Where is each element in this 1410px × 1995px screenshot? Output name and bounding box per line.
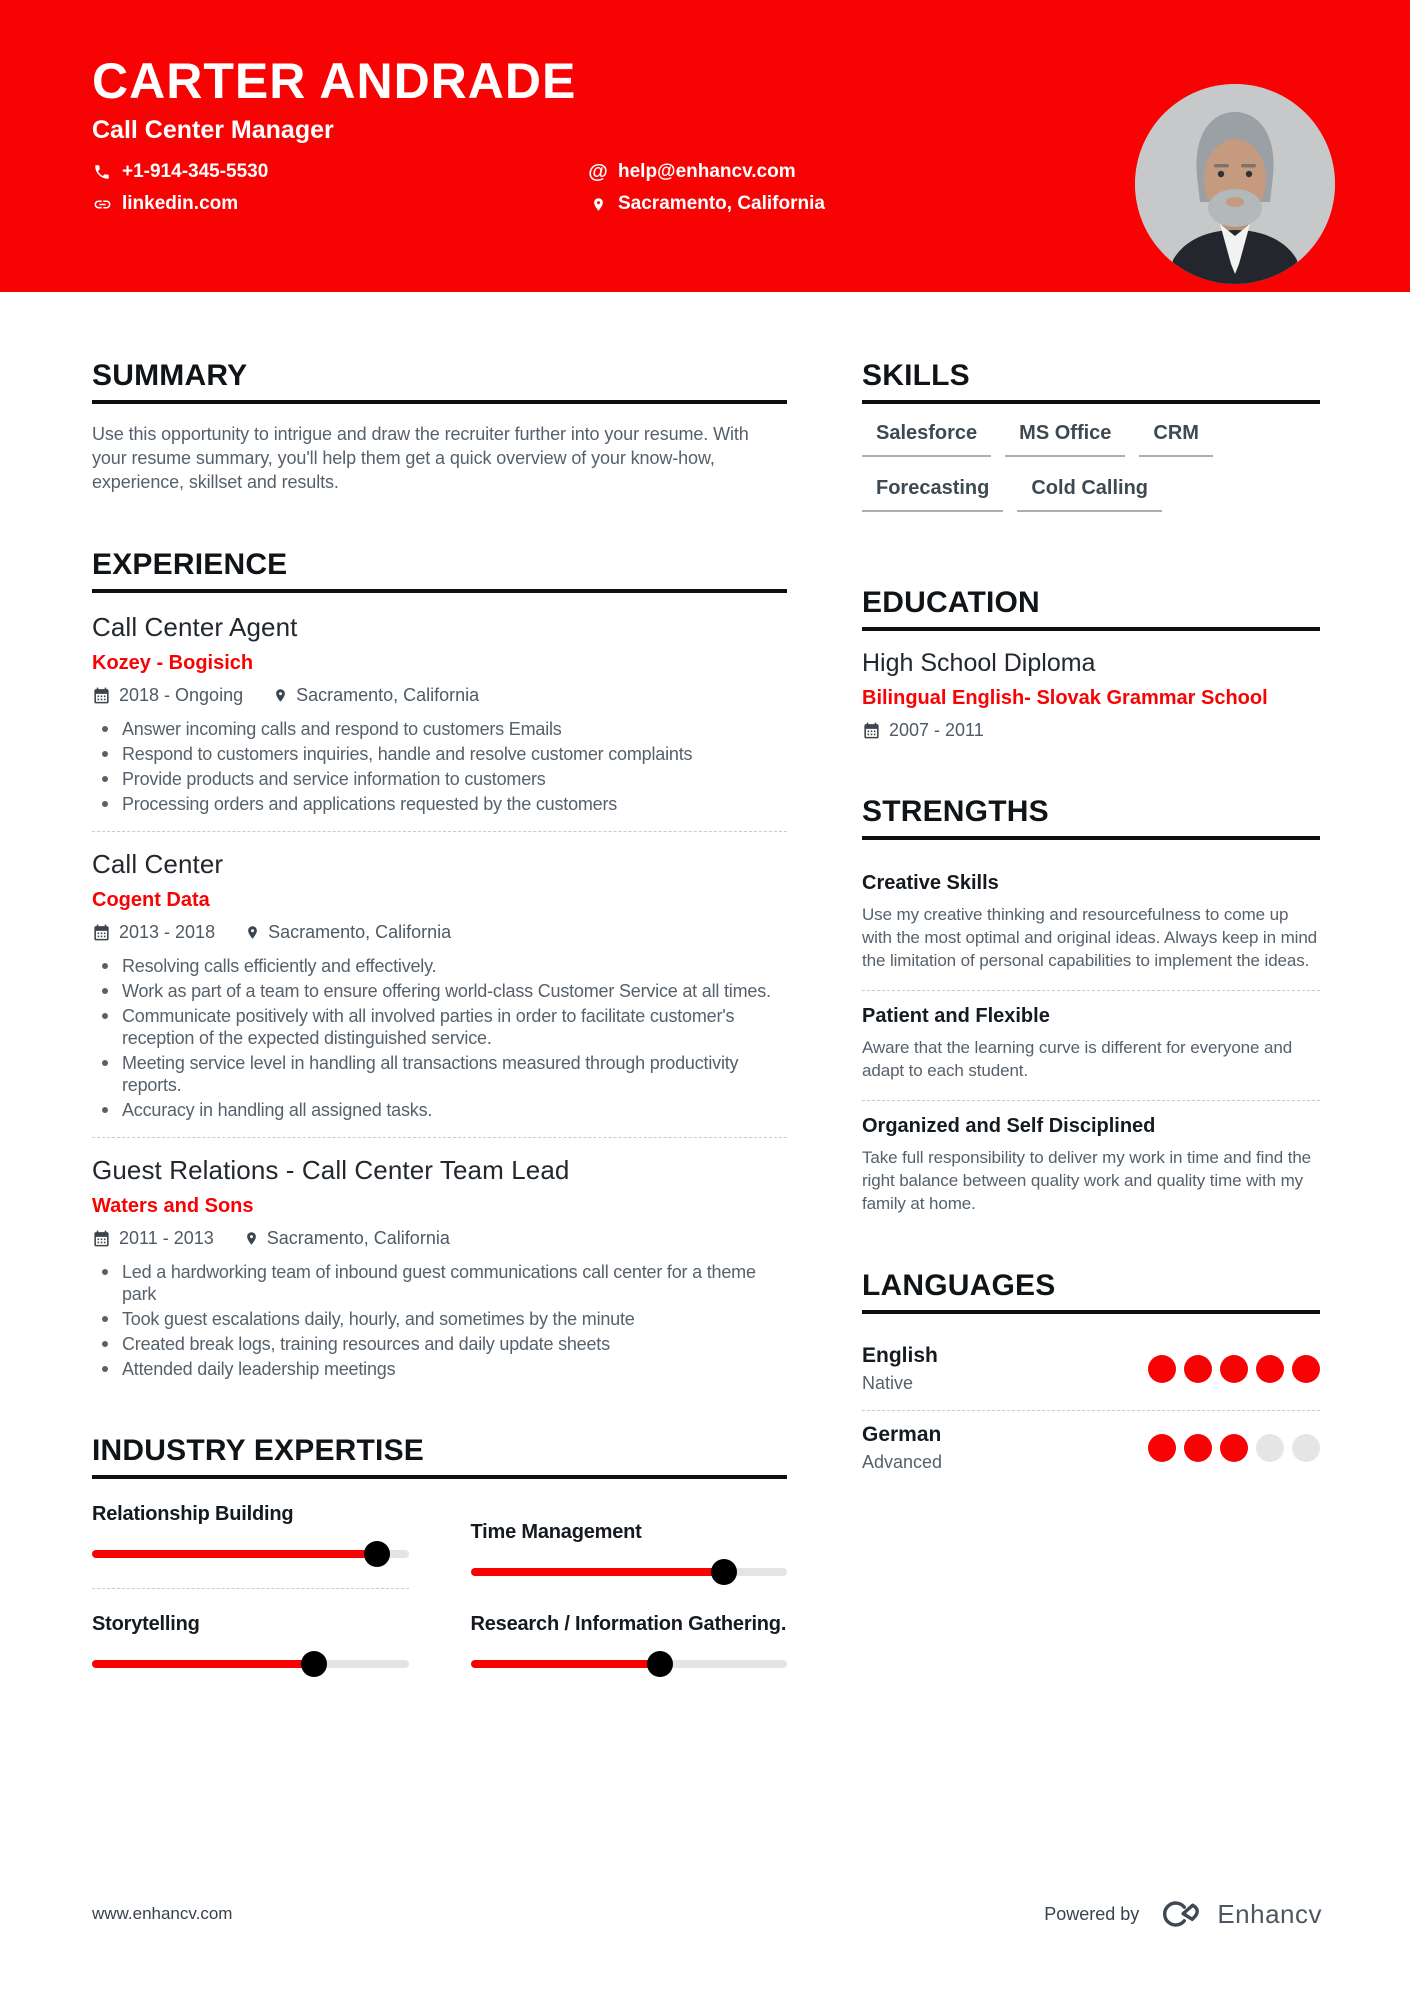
enhancv-brand[interactable] (1157, 1898, 1322, 1930)
job-location-text: Sacramento, California (296, 684, 480, 705)
education-school: Bilingual English- Slovak Grammar School (862, 686, 1268, 709)
expertise-slider[interactable] (471, 1660, 788, 1668)
language-level: Advanced (862, 1451, 943, 1472)
education-section (862, 588, 1320, 741)
enhancv-logo-icon (1157, 1898, 1207, 1930)
job-bullet: Accuracy in handling all assigned tasks. (92, 1099, 787, 1121)
skill-tag: Salesforce (862, 422, 991, 457)
enhancv-brand-name: Enhancv (1217, 1898, 1322, 1929)
job-bullets (92, 955, 787, 1121)
job-entry (92, 1154, 787, 1380)
level-dot-empty (1256, 1434, 1284, 1462)
job-bullet: Led a hardworking team of inbound guest communications call center for a theme park (92, 1261, 787, 1305)
strength-title: Creative Skills (862, 871, 999, 894)
level-dot-filled (1256, 1355, 1284, 1383)
job-location (245, 922, 451, 943)
strength-text: Aware that the learning curve is different for everyone and adapt to each student. (862, 1037, 1293, 1080)
language-row (862, 1332, 1320, 1411)
slider-fill (92, 1550, 377, 1558)
job-bullet: Answer incoming calls and respond to customers Emails (92, 718, 787, 740)
strengths-heading: STRENGTHS (862, 797, 1320, 840)
language-level: Native (862, 1372, 914, 1393)
strength-list (862, 858, 1320, 1215)
slider-knob[interactable] (301, 1651, 327, 1677)
industry-expertise-heading: INDUSTRY EXPERTISE (92, 1436, 787, 1479)
expertise-label: Storytelling (92, 1612, 200, 1635)
calendar-icon (862, 721, 881, 740)
job-dates (92, 922, 215, 943)
job-meta (92, 922, 787, 943)
job-meta (92, 1228, 787, 1249)
person-job-title: Call Center Manager (92, 116, 334, 144)
job-dates-text: 2013 - 2018 (119, 921, 216, 942)
job-bullet: Provide products and service information to customers (92, 768, 787, 790)
education-dates-text: 2007 - 2011 (889, 719, 984, 740)
linkedin-contact[interactable] (92, 193, 588, 215)
person-name: CARTER ANDRADE (92, 53, 577, 109)
slider-knob[interactable] (364, 1541, 390, 1567)
link-icon (92, 195, 112, 214)
skill-tag: Cold Calling (1017, 477, 1162, 512)
job-bullet: Communicate positively with all involved parties in order to facilitate customer's reception of the expected distinguished service. (92, 1005, 787, 1049)
languages-heading: LANGUAGES (862, 1271, 1320, 1314)
at-icon: @ (588, 161, 608, 183)
language-name: German (862, 1422, 942, 1446)
header-band (0, 0, 1410, 292)
left-column (92, 361, 787, 1668)
job-entry (92, 611, 787, 832)
slider-knob[interactable] (647, 1651, 673, 1677)
job-meta (92, 685, 787, 706)
job-bullet: Work as part of a team to ensure offering world-class Customer Service at all times. (92, 980, 787, 1002)
main-content (0, 292, 1410, 1668)
job-company: Waters and Sons (92, 1194, 254, 1217)
slider-fill (471, 1568, 724, 1576)
job-list (92, 611, 787, 1380)
summary-heading: SUMMARY (92, 361, 787, 404)
strength-title: Patient and Flexible (862, 1004, 1050, 1027)
location-pin-icon (244, 1229, 259, 1248)
job-bullet: Respond to customers inquiries, handle and resolve customer complaints (92, 743, 787, 765)
expertise-slider[interactable] (92, 1550, 409, 1558)
portrait-illustration (1135, 84, 1335, 284)
level-dot-filled (1220, 1434, 1248, 1462)
level-dot-filled (1220, 1355, 1248, 1383)
slider-fill (471, 1660, 661, 1668)
job-company: Cogent Data (92, 888, 210, 911)
right-column (862, 361, 1320, 1489)
footer-site-url[interactable]: www.enhancv.com (92, 1904, 233, 1923)
education-dates (862, 720, 1320, 741)
strengths-section (862, 794, 1320, 1215)
expertise-label: Research / Information Gathering. (470, 1612, 787, 1635)
industry-expertise-section (92, 1433, 787, 1668)
expertise-item (471, 1497, 788, 1589)
location-contact (588, 193, 825, 215)
skill-tag: CRM (1139, 422, 1213, 457)
job-dates-text: 2011 - 2013 (119, 1227, 214, 1248)
expertise-slider[interactable] (92, 1660, 409, 1668)
footer-branding (1044, 1898, 1322, 1930)
email-contact[interactable] (588, 161, 796, 183)
language-row (862, 1411, 1320, 1489)
experience-heading: EXPERIENCE (92, 550, 787, 593)
skill-tag-list (862, 422, 1320, 532)
level-dot-filled (1184, 1434, 1212, 1462)
expertise-item (471, 1589, 788, 1668)
skill-tag: MS Office (1005, 422, 1125, 457)
job-bullets (92, 1261, 787, 1380)
strength-text: Use my creative thinking and resourcefulness to come up with the most optimal and original ideas. Always keep in mind the limitation of personal capabilities to implement the ideas. (862, 904, 1318, 970)
expertise-label: Time Management (470, 1520, 642, 1543)
job-location-text: Sacramento, California (266, 1227, 450, 1248)
job-bullet: Took guest escalations daily, hourly, and sometimes by the minute (92, 1308, 787, 1330)
language-list (862, 1332, 1320, 1489)
language-info (862, 1344, 938, 1394)
language-name: English (862, 1343, 938, 1367)
job-bullet: Resolving calls efficiently and effectively. (92, 955, 787, 977)
skills-section (862, 361, 1320, 532)
strength-title: Organized and Self Disciplined (862, 1114, 1156, 1137)
powered-by-label: Powered by (1044, 1903, 1140, 1924)
linkedin-url[interactable]: linkedin.com (122, 193, 239, 214)
job-location-text: Sacramento, California (268, 921, 452, 942)
languages-section (862, 1268, 1320, 1489)
calendar-icon (92, 1229, 111, 1248)
expertise-label: Relationship Building (92, 1502, 294, 1525)
education-heading: EDUCATION (862, 588, 1320, 631)
job-bullet: Attended daily leadership meetings (92, 1358, 787, 1380)
language-dot-scale (1148, 1355, 1320, 1383)
strength-item (862, 858, 1320, 991)
expertise-slider[interactable] (471, 1568, 788, 1576)
location-pin-icon (588, 195, 608, 214)
calendar-icon (92, 686, 111, 705)
page-footer (92, 1898, 1322, 1930)
location-pin-icon (273, 686, 288, 705)
experience-section (92, 550, 787, 1380)
job-bullet: Processing orders and applications requested by the customers (92, 793, 787, 815)
email-address[interactable]: help@enhancv.com (618, 161, 796, 182)
summary-section (92, 361, 787, 494)
job-dates-text: 2018 - Ongoing (119, 684, 244, 705)
job-title: Call Center (92, 848, 224, 879)
profile-photo (1135, 84, 1335, 284)
education-degree: High School Diploma (862, 649, 1096, 677)
slider-fill (92, 1660, 314, 1668)
phone-number: +1-914-345-5530 (122, 161, 269, 182)
phone-contact (92, 161, 588, 183)
job-location (244, 1228, 450, 1249)
job-entry (92, 848, 787, 1138)
level-dot-filled (1148, 1355, 1176, 1383)
strength-item (862, 1101, 1320, 1215)
slider-knob[interactable] (711, 1559, 737, 1585)
level-dot-filled (1148, 1434, 1176, 1462)
strength-text: Take full responsibility to deliver my work in time and find the right balance between quality work and quality time with my family at home. (862, 1147, 1312, 1213)
location-text: Sacramento, California (618, 193, 825, 214)
location-pin-icon (245, 923, 260, 942)
job-location (273, 685, 479, 706)
job-bullet: Created break logs, training resources and daily update sheets (92, 1333, 787, 1355)
level-dot-empty (1292, 1434, 1320, 1462)
job-bullets (92, 718, 787, 815)
expertise-grid (92, 1497, 787, 1668)
job-bullet: Meeting service level in handling all transactions measured through productivity reports. (92, 1052, 787, 1096)
job-title: Guest Relations - Call Center Team Lead (92, 1154, 570, 1185)
level-dot-filled (1184, 1355, 1212, 1383)
level-dot-filled (1292, 1355, 1320, 1383)
expertise-item (92, 1497, 409, 1589)
language-info (862, 1423, 942, 1473)
skill-tag: Forecasting (862, 477, 1003, 512)
skills-heading: SKILLS (862, 361, 1320, 404)
summary-text: Use this opportunity to intrigue and draw the recruiter further into your resume. With your resume summary, you'll help them get a quick overview of your know-how, experience, skillset and results. (92, 424, 749, 492)
strength-item (862, 991, 1320, 1101)
expertise-item (92, 1589, 409, 1668)
job-title: Call Center Agent (92, 612, 298, 642)
job-dates (92, 685, 243, 706)
job-company: Kozey - Bogisich (92, 651, 254, 674)
job-dates (92, 1228, 214, 1249)
phone-icon (92, 163, 112, 181)
calendar-icon (92, 923, 111, 942)
language-dot-scale (1148, 1434, 1320, 1462)
